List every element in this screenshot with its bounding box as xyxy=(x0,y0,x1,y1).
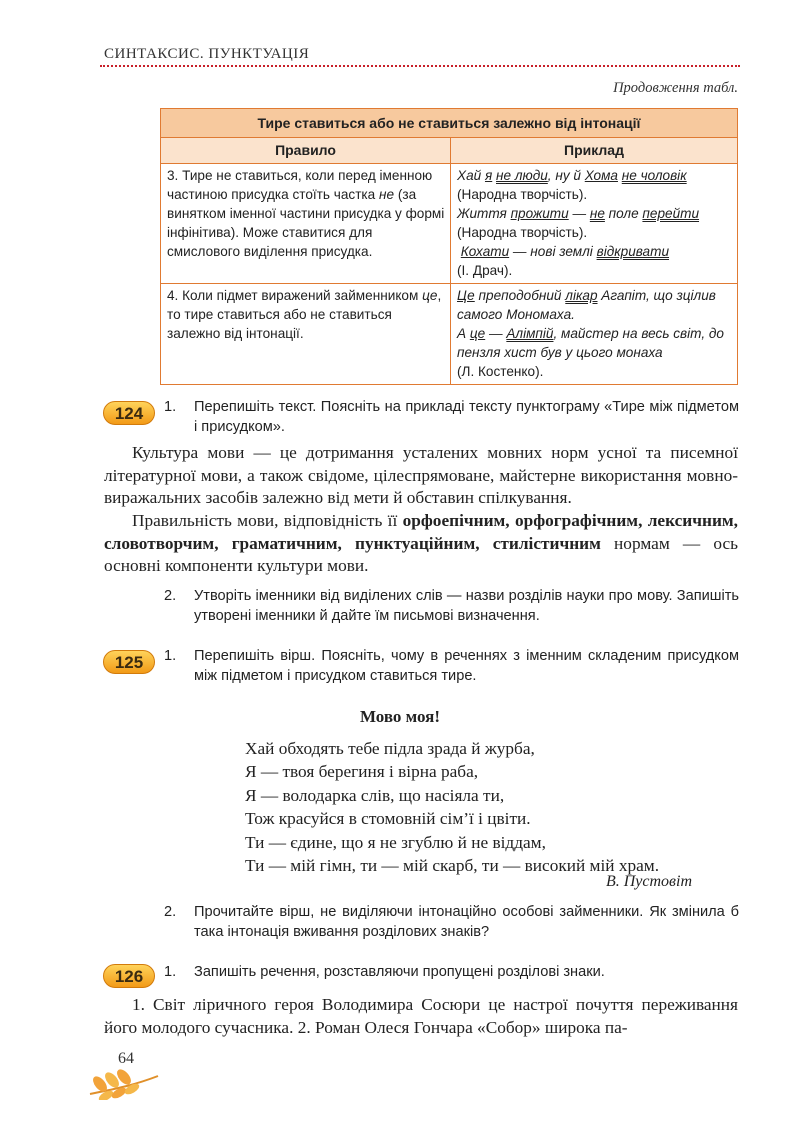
example-source: (Народна творчість). xyxy=(457,187,588,202)
example-line: Це преподобний лікар Агапіт, що зцілив самого Мономаха. xyxy=(457,288,716,322)
page-number: 64 xyxy=(118,1050,134,1067)
example-line: Кохати — нові землі відкривати xyxy=(460,244,670,259)
poem-line: Ти — мій гімн, ти — мій скарб, ти — високий мій храм. xyxy=(245,856,660,876)
task-number: 1. xyxy=(164,399,177,415)
task-text: Запишіть речення, розставляючи пропущені розділові знаки. xyxy=(194,964,605,980)
task-text: Утворіть іменники від виділених слів — назви розділів науки про мову. Запишіть утворені іменники й дайте їм письмові визначення. xyxy=(194,588,739,624)
table-caption: Тире ставиться або не ставиться залежно від інтонації xyxy=(161,109,738,138)
task-number: 2. xyxy=(164,904,177,920)
task-number: 1. xyxy=(164,964,177,980)
poem-line: Я — володарка слів, що насіяла ти, xyxy=(245,785,505,805)
exercise-number-badge: 125 xyxy=(103,650,155,674)
example-line: Хай я не люди, ну й Хома не чоловік xyxy=(457,168,687,183)
exercise-text-paragraph: Правильність мови, відповідність її орфоепічним, орфографічним, лексичним, словотворчим, граматичним, пунктуаційним, стилістичним нормам — ось основні компоненти культури мови. xyxy=(104,511,738,575)
example-source: (Л. Костенко). xyxy=(457,364,544,379)
rule-cell xyxy=(161,284,451,385)
column-header-example: Приклад xyxy=(451,138,738,164)
poem-title: Мово моя! xyxy=(359,707,441,726)
task-text: Перепишіть текст. Поясніть на прикладі тексту пунктограму «Тире між підметом і присудком». xyxy=(194,399,739,435)
rule-text: , то тире ставиться або не ставиться залежно від інтонації. xyxy=(167,288,442,341)
table-row xyxy=(161,164,738,284)
table-row xyxy=(161,284,738,385)
example-cell xyxy=(451,164,738,284)
poem-line: Я — твоя берегиня і вірна раба, xyxy=(245,762,479,782)
rule-text: 4. Коли підмет виражений займенником xyxy=(167,288,423,303)
poem-line: Ти — єдине, що я не згублю й не віддам, xyxy=(245,832,546,852)
rule-pronoun: це xyxy=(422,288,438,303)
task-number: 2. xyxy=(164,588,177,604)
example-source: (Народна творчість). xyxy=(457,225,588,240)
rule-cell xyxy=(161,164,451,284)
task-number: 1. xyxy=(164,648,177,664)
task-text: Прочитайте вірш, не виділяючи інтонаційно особові займенники. Як змінила б така інтонація вживання розділових знаків? xyxy=(194,904,739,940)
poem xyxy=(245,737,659,877)
example-line: Життя прожити — не поле перейти xyxy=(457,206,700,221)
highlighted-words: орфоепічним, орфографічним, лексичним, словотворчим, граматичним, пунктуаційним, стилістичним xyxy=(104,511,738,553)
exercise-text-paragraph: Культура мови — це дотримання усталених мовних норм усної та писемної літературної мови, а також свідоме, цілеспрямоване, майстерне використання мовно-виражальних засобів залежно від мети й обставин спілкування. xyxy=(104,443,738,507)
poem-line: Тож красуйся в стомовній сім’ї і цвіти. xyxy=(245,809,531,829)
example-source: (І. Драч). xyxy=(457,263,513,278)
rule-text: 3. Тире не ставиться, коли перед іменною частиною присудка стоїть частка xyxy=(167,168,433,202)
rule-text: (за винятком іменної частини присудка у формі інфінітива). Може ставитися для смислового виділення присудка. xyxy=(167,187,445,259)
task-text: Перепишіть вірш. Поясніть, чому в реченнях з іменним складеним присудком між підметом і присудком ставиться тире. xyxy=(194,648,739,684)
column-header-rule: Правило xyxy=(161,138,451,164)
punctuation-rules-table xyxy=(160,108,738,385)
exercise-number-badge: 126 xyxy=(103,964,155,988)
table-continuation-note: Продовження табл. xyxy=(613,80,738,96)
header-divider xyxy=(100,65,740,67)
rule-particle: не xyxy=(379,187,395,202)
exercise-text-paragraph: 1. Світ ліричного героя Володимира Сосюри це настрої почуття переживання його молодого сучасника. 2. Роман Олеся Гончара «Собор» широка па- xyxy=(104,995,738,1037)
poem-author: В. Пустовіт xyxy=(605,873,692,890)
section-title: СИНТАКСИС. ПУНКТУАЦІЯ xyxy=(104,46,310,62)
exercise-number-badge: 124 xyxy=(103,401,155,425)
example-line: А це — Алімпій, майстер на весь світ, до пензля хист був у цього монаха xyxy=(457,326,724,360)
example-cell xyxy=(451,284,738,385)
poem-line: Хай обходять тебе підла зрада й журба, xyxy=(245,739,535,758)
